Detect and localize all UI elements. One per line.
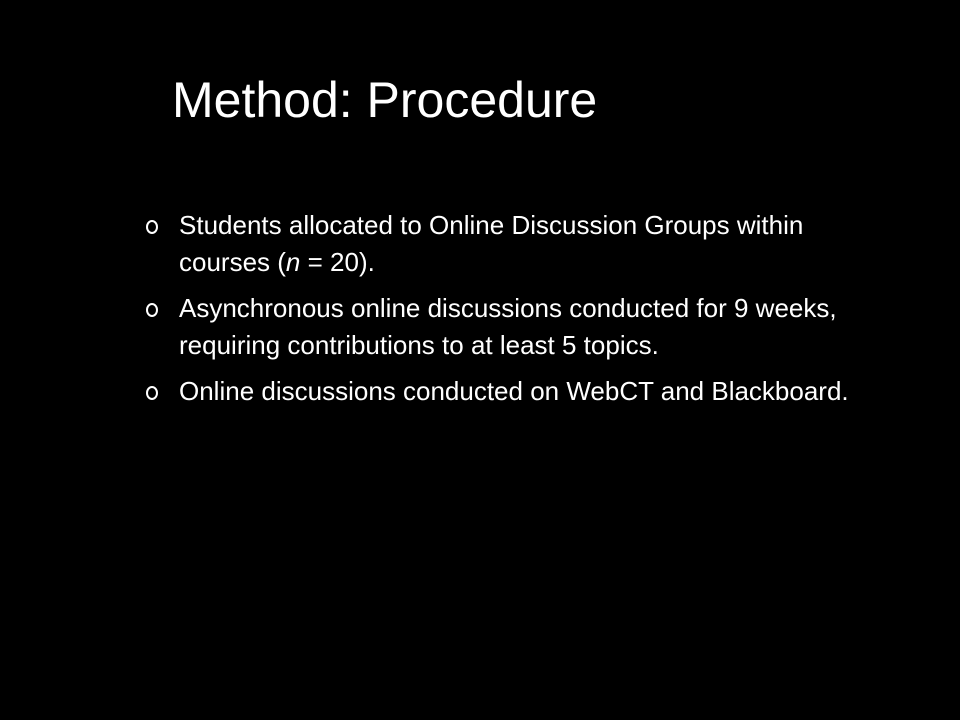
bullet-list — [146, 207, 886, 419]
bullet-icon — [146, 303, 158, 317]
bullet-text: Students allocated to Online Discussion Groups within courses (n = 20). — [179, 210, 804, 277]
bullet-item — [146, 373, 886, 410]
bullet-item — [146, 290, 886, 364]
bullet-item — [146, 207, 886, 281]
bullet-text: Asynchronous online discussions conducted for 9 weeks, requiring contributions to at least 5 topics. — [179, 293, 837, 360]
sample-size-variable: n — [285, 247, 301, 277]
bullet-icon — [146, 386, 158, 400]
bullet-icon — [146, 220, 158, 234]
slide-title: Method: Procedure — [172, 72, 598, 128]
bullet-text: Online discussions conducted on WebCT and Blackboard. — [179, 376, 849, 406]
